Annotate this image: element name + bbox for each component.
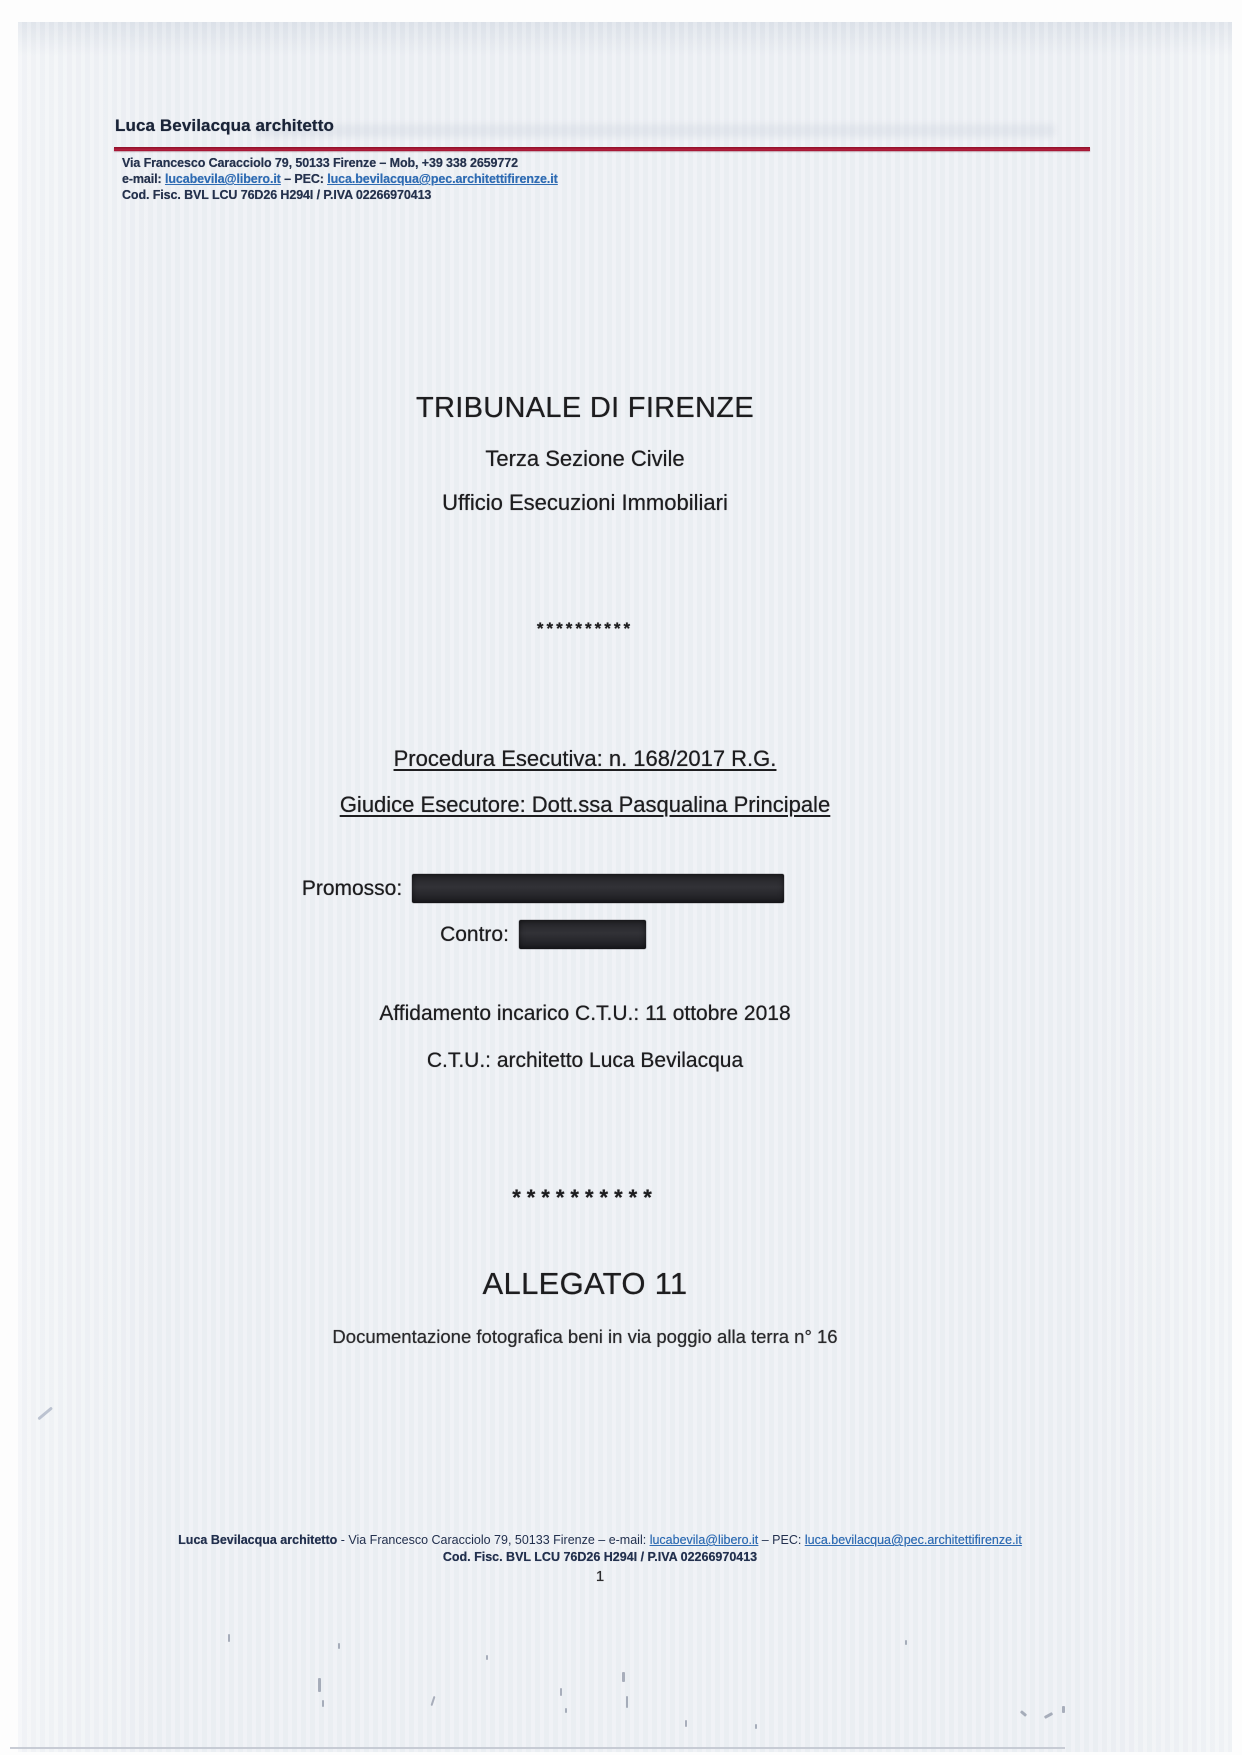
assignment-date: Affidamento incarico C.T.U.: 11 ottobre 2018 — [379, 1002, 791, 1025]
court-title: TRIBUNALE DI FIRENZE — [416, 392, 754, 424]
letterhead-fiscal: Cod. Fisc. BVL LCU 76D26 H294I / P.IVA 02266970413 — [122, 188, 432, 202]
email-link[interactable]: lucabevila@libero.it — [164, 172, 281, 186]
scan-speck — [565, 1708, 567, 1713]
scan-speck — [322, 1700, 324, 1707]
footer-fiscal-line: Cod. Fisc. BVL LCU 76D26 H294I / P.IVA 02266970413 — [442, 1550, 758, 1564]
debtor-row — [73, 920, 1013, 949]
letterhead-contacts — [122, 172, 558, 186]
debtor-label: Contro: — [440, 922, 509, 946]
annex-subtitle: Documentazione fotografica beni in via poggio alla terra n° 16 — [332, 1326, 838, 1347]
scan-speck — [560, 1688, 562, 1696]
expert-name: C.T.U.: architetto Luca Bevilacqua — [426, 1049, 744, 1072]
pec-link[interactable]: luca.bevilacqua@pec.architettifirenze.it — [327, 172, 558, 186]
letterhead-address: Via Francesco Caracciolo 79, 50133 Firenze – Mob, +39 338 2659772 — [122, 156, 518, 170]
footer-name: Luca Bevilacqua architetto — [178, 1533, 338, 1547]
asterisk-separator-top: ********** — [536, 619, 634, 638]
scan-speck — [755, 1724, 757, 1729]
bleed-through-artifact — [255, 124, 1055, 137]
letterhead-rule — [114, 147, 1090, 151]
scan-speck — [685, 1720, 687, 1727]
promoter-row — [73, 874, 1013, 903]
scan-speck — [1062, 1706, 1065, 1713]
letterhead-name: Luca Bevilacqua architetto — [115, 116, 334, 135]
scan-bottom-edge-line — [10, 1747, 1065, 1749]
scan-speck — [622, 1672, 625, 1682]
page-number: 1 — [595, 1568, 605, 1585]
footer-email-link[interactable]: lucabevila@libero.it — [649, 1533, 759, 1547]
footer-contact-line — [20, 1533, 1180, 1547]
promoter-label: Promosso: — [301, 876, 403, 900]
scan-speck — [338, 1643, 340, 1649]
asterisk-separator-bottom: ********** — [512, 1185, 658, 1210]
annex-title: ALLEGATO 11 — [482, 1266, 688, 1301]
court-section: Terza Sezione Civile — [485, 446, 685, 471]
footer-pec-link[interactable]: luca.bevilacqua@pec.architettifirenze.it — [804, 1533, 1022, 1547]
pec-label: – PEC: — [284, 172, 324, 186]
case-judge: Giudice Esecutore: Dott.ssa Pasqualina Principale — [339, 792, 831, 817]
scan-speck — [228, 1634, 230, 1642]
footer-pec-label: – PEC: — [761, 1533, 802, 1547]
redacted-promoter-name — [412, 874, 784, 903]
scan-speck — [318, 1678, 321, 1692]
email-label: e-mail: — [122, 172, 162, 186]
case-procedure: Procedura Esecutiva: n. 168/2017 R.G. — [393, 746, 777, 771]
scan-speck — [626, 1696, 628, 1708]
footer-address: - Via Francesco Caracciolo 79, 50133 Firenze – e-mail: — [340, 1533, 647, 1547]
scan-speck — [486, 1655, 488, 1660]
court-office: Ufficio Esecuzioni Immobiliari — [442, 490, 728, 515]
scan-speck — [905, 1640, 907, 1645]
redacted-debtor-name — [519, 920, 646, 949]
